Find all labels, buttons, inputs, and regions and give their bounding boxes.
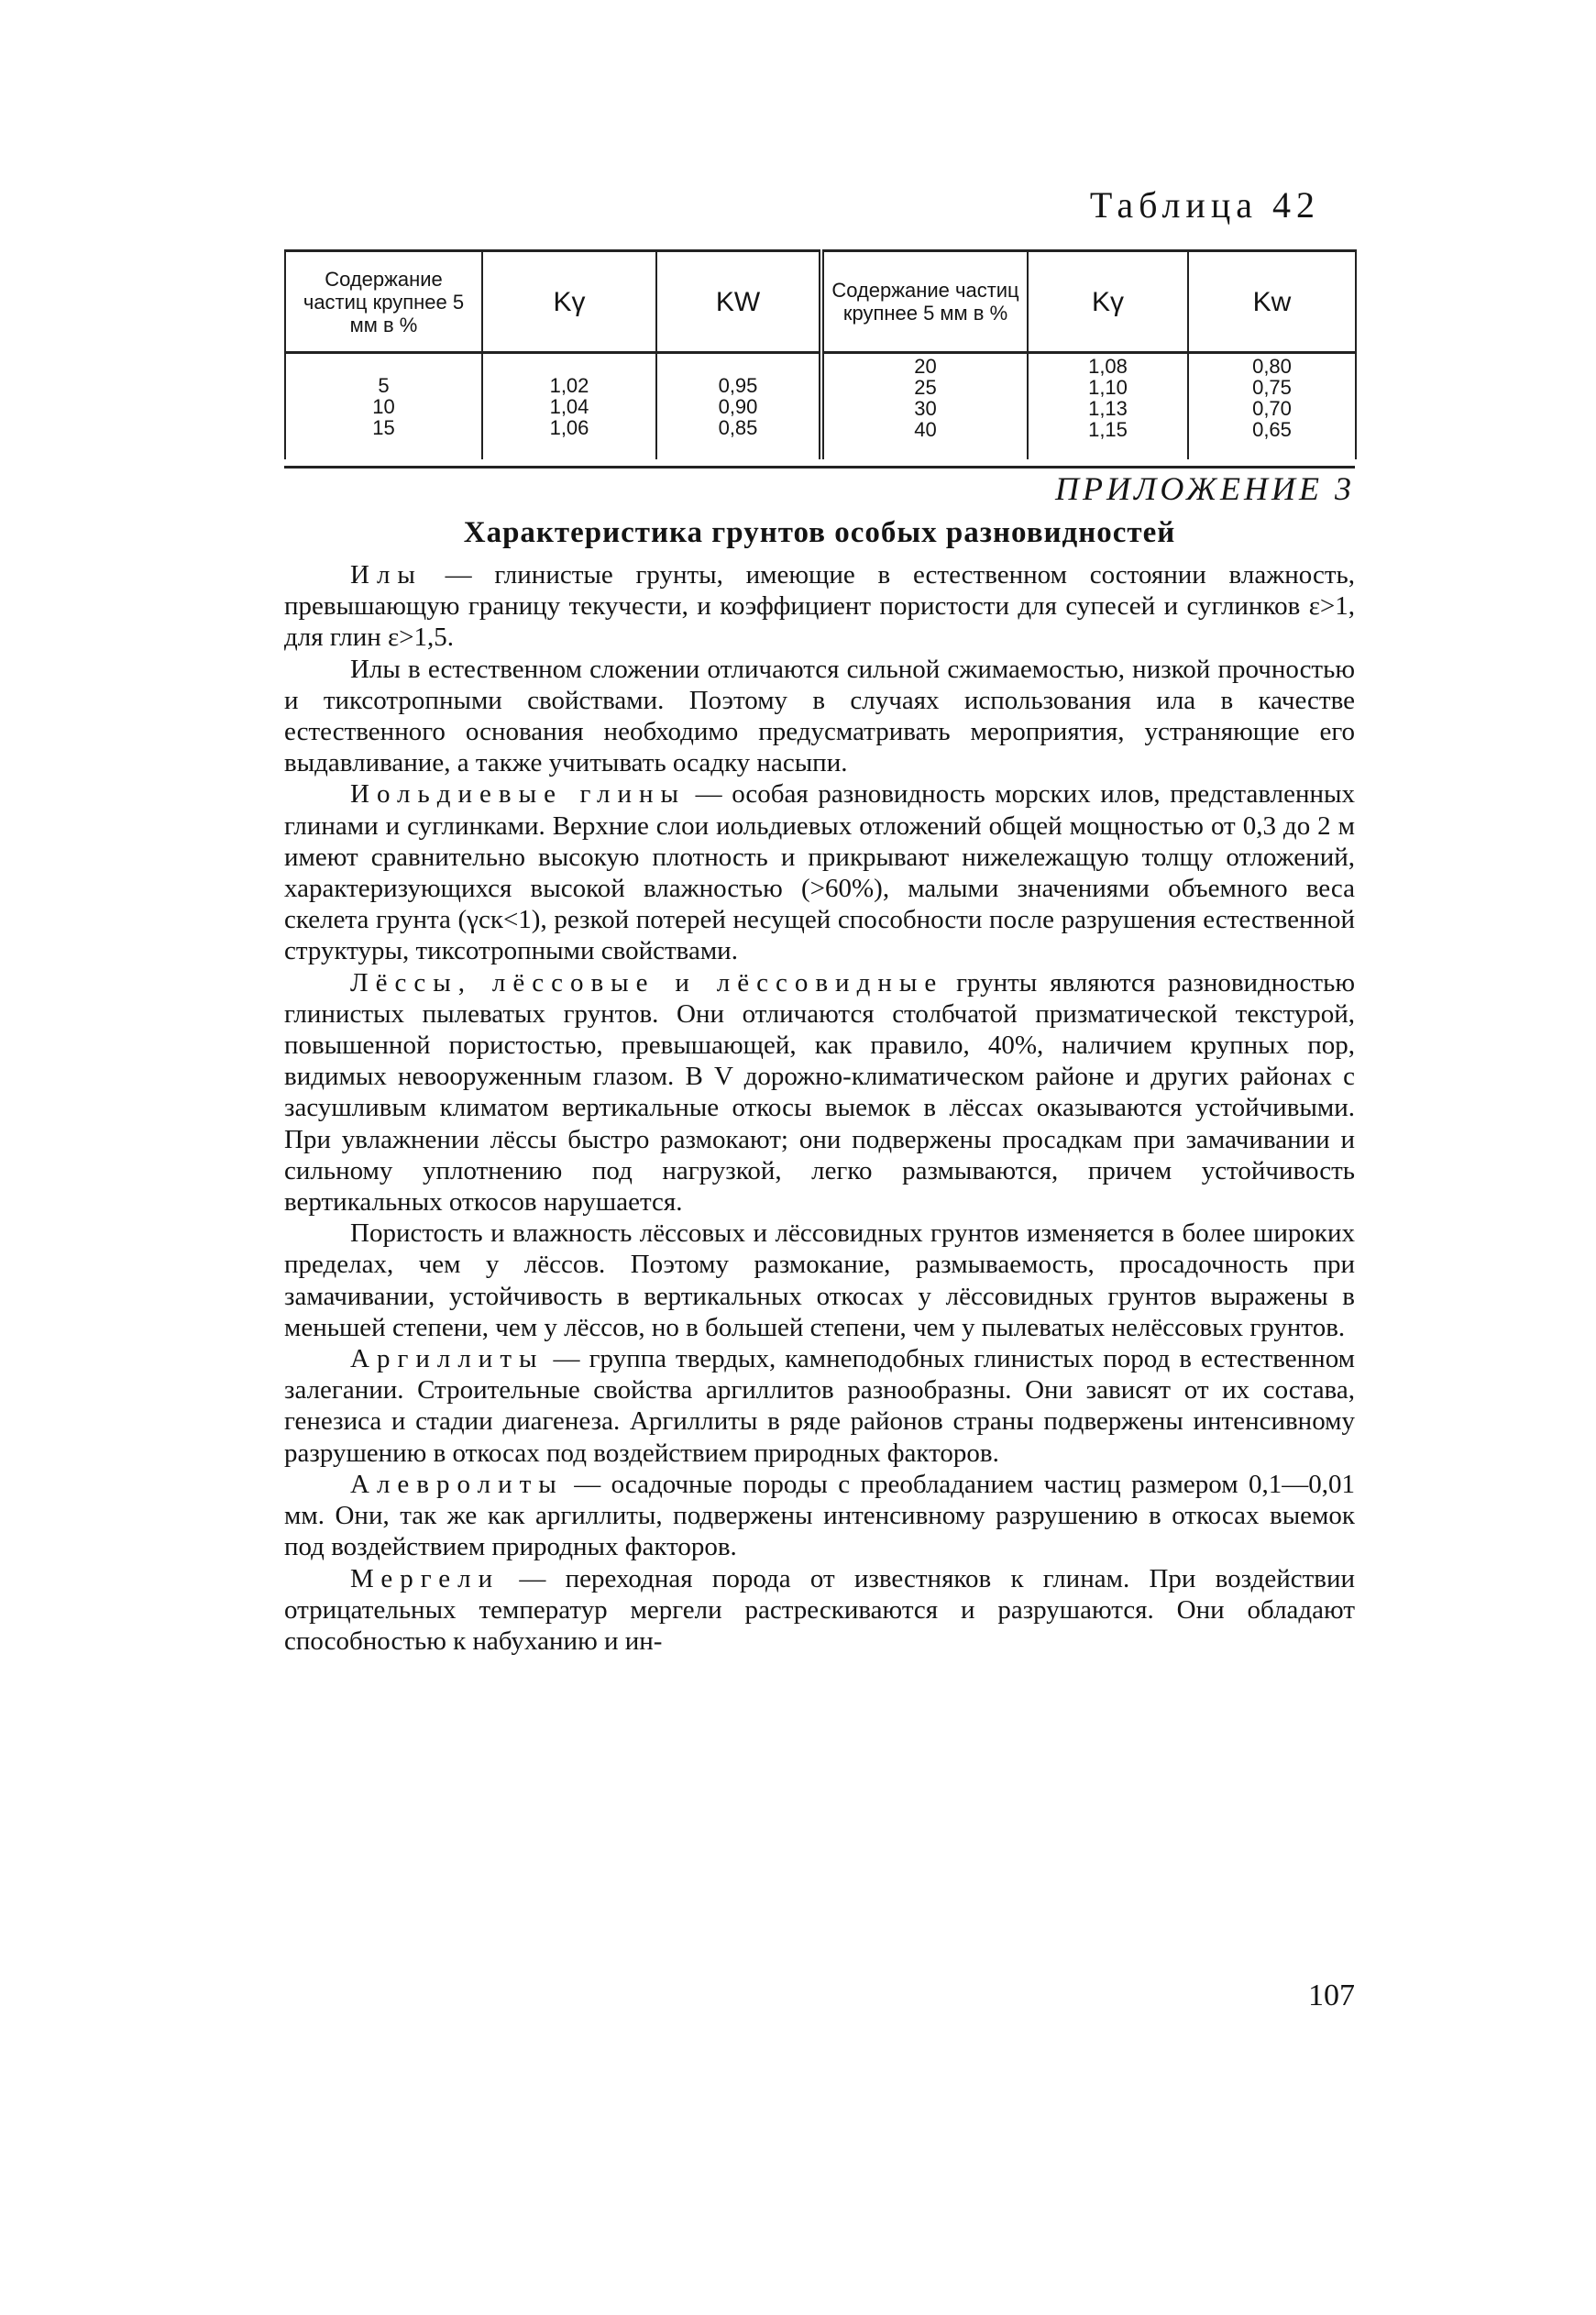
table-cell: 1,08 1,10 1,13 1,15 (1028, 353, 1188, 460)
paragraph: Лёссы, лёссовые и лёссовидные грунты являются разновидностью глинистых пылеватых грунтов. Они отличаются столбчатой призматической текстурой, повышенной пористостью, превышающей, как правило, 40%, наличием крупных пор, видимых невооруженным глазом. В V дорожно-климатическом районе и других районах с засушливым климатом вертикальные откосы выемок в лёссах оказываются устойчивыми. При увлажнении лёссы быстро размокают; они подвержены просадкам при замачивании и сильному уплотнению под нагрузкой, легко размываются, причем устойчивость вертикальных откосов нарушается. (284, 967, 1355, 1218)
term: Илы (350, 560, 423, 590)
table-bottom-rule (284, 466, 1355, 469)
table-cell: 0,95 0,90 0,85 (656, 353, 821, 460)
paragraph: Аргиллиты — группа твердых, камнеподобных глинистых пород в естественном залегании. Строительные свойства аргиллитов разнообразны. Они зависят от их состава, генезиса и стадии диагенеза. Аргиллиты в ряде районов страны подвержены интенсивному разрушению в откосах под воздействием природных факторов. (284, 1344, 1355, 1468)
table-cell: 0,80 0,75 0,70 0,65 (1188, 353, 1356, 460)
paragraph: Иольдиевые глины — особая разновидность морских илов, представленных глинами и суглинками. Верхние слои иольдиевых отложений общей мощностью от 0,3 до 2 м имеют сравнительно высокую плотность и прикрывают нижележащую толщу отложений, характеризующихся высокой влажностью (>60%), малыми значениями объемного веса скелета грунта (γск<1), резкой потерей несущей способности после разрушения естественной структуры, тиксотропными свойствами. (284, 779, 1355, 966)
page-number: 107 (1308, 1979, 1355, 2012)
coefficients-table (284, 249, 1357, 459)
paragraph: Илы в естественном сложении отличаются сильной сжимаемостью, низкой прочностью и тиксотропными свойствами. Поэтому в случаях использования ила в качестве естественного основания необходимо предусматривать мероприятия, устраняющие его выдавливание, а также учитывать осадку насыпи. (284, 654, 1355, 778)
appendix-label: ПРИЛОЖЕНИЕ 3 (1055, 470, 1355, 507)
table-header-cell: Kγ (1028, 251, 1188, 353)
table-header-cell: Kw (1188, 251, 1356, 353)
table-header-cell: Содержание частиц крупнее 5 мм в % (821, 251, 1028, 353)
term: Аргиллиты (350, 1344, 545, 1374)
table-header-cell: Kγ (482, 251, 656, 353)
paragraph: Илы — глинистые грунты, имеющие в естественном состоянии влажность, превышающую границу текучести, и коэффициент пористости для супесей и суглинков ε>1, для глин ε>1,5. (284, 560, 1355, 653)
table-caption: Таблица 42 (1089, 184, 1320, 226)
term: Иольдиевые глины (350, 779, 686, 810)
term: Мергели (350, 1563, 501, 1593)
table-cell: 5 10 15 (285, 353, 482, 460)
table-cell: 1,02 1,04 1,06 (482, 353, 656, 460)
body-text (284, 559, 1355, 1657)
table-header-row (285, 251, 1356, 353)
table-header-cell: KW (656, 251, 821, 353)
term: Алевролиты (350, 1469, 564, 1499)
paragraph: Пористость и влажность лёссовых и лёссовидных грунтов изменяется в более широких пределах, чем у лёссов. Поэтому размокание, размываемость, просадочность при замачивании, устойчивость в вертикальных откосах у лёссовидных грунтов выражены в меньшей степени, чем у лёссов, но в большей степени, чем у пылеватых нелёссовых грунтов. (284, 1218, 1355, 1342)
paragraph: Мергели — переходная порода от известняков к глинам. При воздействии отрицательных температур мергели растрескиваются и разрушаются. Они обладают способностью к набуханию и ин- (284, 1563, 1355, 1656)
term: Лёссы, лёссовые и лёссовидные (350, 967, 944, 998)
table-cell: 20 25 30 40 (821, 353, 1028, 460)
table-header-cell: Содержание частиц крупнее 5 мм в % (285, 251, 482, 353)
paragraph: Алевролиты — осадочные породы с преобладанием частиц размером 0,1—0,01 мм. Они, так же как аргиллиты, подвержены интенсивному разрушению в откосах выемок под воздействием природных факторов. (284, 1469, 1355, 1562)
table-row (285, 353, 1356, 460)
section-title: Характеристика грунтов особых разновидностей (463, 516, 1176, 549)
